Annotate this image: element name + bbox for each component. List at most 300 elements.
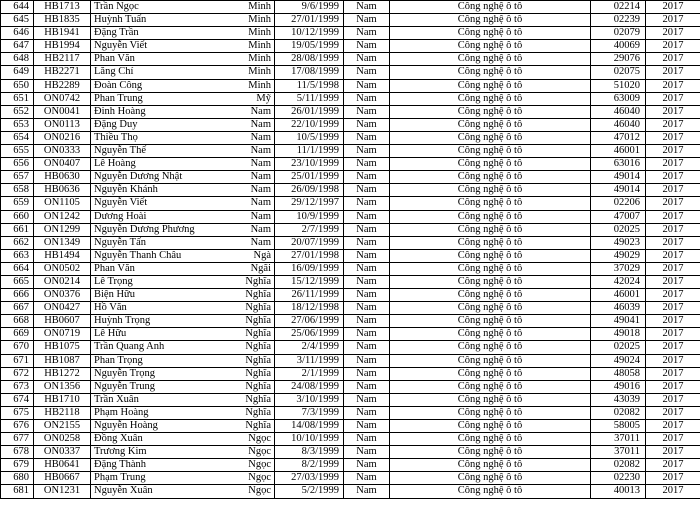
gender-cell: Nam <box>344 341 390 354</box>
given-name-cell: Nghĩa <box>216 367 275 380</box>
birth-date-cell: 23/10/1999 <box>275 158 344 171</box>
gender-cell: Nam <box>344 472 390 485</box>
year-cell: 2017 <box>646 53 700 66</box>
gender-cell: Nam <box>344 354 390 367</box>
student-code-cell: HB0641 <box>34 459 91 472</box>
exam-code-cell: 02230 <box>591 472 646 485</box>
year-cell: 2017 <box>646 79 700 92</box>
gender-cell: Nam <box>344 171 390 184</box>
student-code-cell: HB2117 <box>34 53 91 66</box>
birth-date-cell: 25/06/1999 <box>275 328 344 341</box>
table-row <box>1 1 700 14</box>
row-number-cell: 674 <box>1 393 34 406</box>
birth-date-cell: 10/5/1999 <box>275 131 344 144</box>
gender-cell: Nam <box>344 236 390 249</box>
major-cell: Công nghệ ô tô <box>390 249 591 262</box>
row-number-cell: 658 <box>1 184 34 197</box>
given-name-cell: Nghĩa <box>216 380 275 393</box>
row-number-cell: 669 <box>1 328 34 341</box>
gender-cell: Nam <box>344 393 390 406</box>
row-number-cell: 652 <box>1 105 34 118</box>
exam-code-cell: 49014 <box>591 184 646 197</box>
exam-code-cell: 02082 <box>591 459 646 472</box>
exam-code-cell: 49018 <box>591 328 646 341</box>
year-cell: 2017 <box>646 485 700 498</box>
row-number-cell: 672 <box>1 367 34 380</box>
row-number-cell: 677 <box>1 433 34 446</box>
table-row <box>1 406 700 419</box>
exam-code-cell: 47007 <box>591 210 646 223</box>
year-cell: 2017 <box>646 302 700 315</box>
table-row <box>1 302 700 315</box>
table-row <box>1 184 700 197</box>
student-code-cell: HB1075 <box>34 341 91 354</box>
major-cell: Công nghệ ô tô <box>390 302 591 315</box>
surname-cell: Lê Hữu <box>91 328 216 341</box>
given-name-cell: Nam <box>216 171 275 184</box>
surname-cell: Nguyễn Trung <box>91 380 216 393</box>
given-name-cell: Ngọc <box>216 433 275 446</box>
student-code-cell: ON1299 <box>34 223 91 236</box>
given-name-cell: Nghĩa <box>216 406 275 419</box>
surname-cell: Nguyễn Viết <box>91 40 216 53</box>
exam-code-cell: 46040 <box>591 105 646 118</box>
given-name-cell: Mỹ <box>216 92 275 105</box>
given-name-cell: Nam <box>216 131 275 144</box>
birth-date-cell: 14/08/1999 <box>275 420 344 433</box>
surname-cell: Nguyễn Thế <box>91 145 216 158</box>
gender-cell: Nam <box>344 53 390 66</box>
birth-date-cell: 27/01/1998 <box>275 249 344 262</box>
exam-code-cell: 46039 <box>591 302 646 315</box>
table-row <box>1 420 700 433</box>
birth-date-cell: 3/11/1999 <box>275 354 344 367</box>
student-code-cell: HB1941 <box>34 27 91 40</box>
gender-cell: Nam <box>344 302 390 315</box>
row-number-cell: 662 <box>1 236 34 249</box>
year-cell: 2017 <box>646 406 700 419</box>
gender-cell: Nam <box>344 328 390 341</box>
major-cell: Công nghệ ô tô <box>390 275 591 288</box>
year-cell: 2017 <box>646 145 700 158</box>
year-cell: 2017 <box>646 171 700 184</box>
gender-cell: Nam <box>344 105 390 118</box>
table-row <box>1 459 700 472</box>
surname-cell: Phan Trung <box>91 92 216 105</box>
student-code-cell: ON1242 <box>34 210 91 223</box>
year-cell: 2017 <box>646 1 700 14</box>
gender-cell: Nam <box>344 14 390 27</box>
birth-date-cell: 10/10/1999 <box>275 433 344 446</box>
given-name-cell: Minh <box>216 79 275 92</box>
table-row <box>1 380 700 393</box>
major-cell: Công nghệ ô tô <box>390 223 591 236</box>
given-name-cell: Minh <box>216 40 275 53</box>
surname-cell: Huỳnh Tuấn <box>91 14 216 27</box>
year-cell: 2017 <box>646 315 700 328</box>
row-number-cell: 659 <box>1 197 34 210</box>
surname-cell: Phan Văn <box>91 53 216 66</box>
major-cell: Công nghệ ô tô <box>390 197 591 210</box>
row-number-cell: 648 <box>1 53 34 66</box>
surname-cell: Phạm Trung <box>91 472 216 485</box>
table-row <box>1 275 700 288</box>
student-code-cell: ON1356 <box>34 380 91 393</box>
gender-cell: Nam <box>344 79 390 92</box>
gender-cell: Nam <box>344 380 390 393</box>
gender-cell: Nam <box>344 289 390 302</box>
row-number-cell: 653 <box>1 118 34 131</box>
exam-code-cell: 47012 <box>591 131 646 144</box>
gender-cell: Nam <box>344 40 390 53</box>
table-row <box>1 66 700 79</box>
gender-cell: Nam <box>344 118 390 131</box>
given-name-cell: Nghĩa <box>216 302 275 315</box>
exam-code-cell: 63016 <box>591 158 646 171</box>
student-code-cell: ON0258 <box>34 433 91 446</box>
major-cell: Công nghệ ô tô <box>390 53 591 66</box>
table-row <box>1 171 700 184</box>
major-cell: Công nghệ ô tô <box>390 472 591 485</box>
surname-cell: Trần Ngọc <box>91 1 216 14</box>
major-cell: Công nghệ ô tô <box>390 158 591 171</box>
year-cell: 2017 <box>646 210 700 223</box>
given-name-cell: Nam <box>216 223 275 236</box>
row-number-cell: 663 <box>1 249 34 262</box>
gender-cell: Nam <box>344 223 390 236</box>
birth-date-cell: 2/1/1999 <box>275 367 344 380</box>
table-row <box>1 433 700 446</box>
student-code-cell: ON0337 <box>34 446 91 459</box>
birth-date-cell: 11/1/1999 <box>275 145 344 158</box>
birth-date-cell: 16/09/1999 <box>275 262 344 275</box>
major-cell: Công nghệ ô tô <box>390 118 591 131</box>
birth-date-cell: 5/11/1999 <box>275 92 344 105</box>
gender-cell: Nam <box>344 184 390 197</box>
table-row <box>1 14 700 27</box>
given-name-cell: Nghĩa <box>216 341 275 354</box>
major-cell: Công nghệ ô tô <box>390 420 591 433</box>
gender-cell: Nam <box>344 131 390 144</box>
year-cell: 2017 <box>646 197 700 210</box>
surname-cell: Đồng Xuân <box>91 433 216 446</box>
table-row <box>1 249 700 262</box>
table-row <box>1 210 700 223</box>
surname-cell: Trương Kim <box>91 446 216 459</box>
exam-code-cell: 37011 <box>591 446 646 459</box>
year-cell: 2017 <box>646 289 700 302</box>
gender-cell: Nam <box>344 262 390 275</box>
student-code-cell: HB2271 <box>34 66 91 79</box>
row-number-cell: 678 <box>1 446 34 459</box>
birth-date-cell: 27/01/1999 <box>275 14 344 27</box>
row-number-cell: 671 <box>1 354 34 367</box>
surname-cell: Nguyễn Hoàng <box>91 420 216 433</box>
table-row <box>1 315 700 328</box>
year-cell: 2017 <box>646 118 700 131</box>
row-number-cell: 666 <box>1 289 34 302</box>
row-number-cell: 656 <box>1 158 34 171</box>
surname-cell: Nguyễn Xuân <box>91 485 216 498</box>
student-code-cell: ON0216 <box>34 131 91 144</box>
major-cell: Công nghệ ô tô <box>390 315 591 328</box>
year-cell: 2017 <box>646 328 700 341</box>
row-number-cell: 650 <box>1 79 34 92</box>
year-cell: 2017 <box>646 27 700 40</box>
year-cell: 2017 <box>646 249 700 262</box>
birth-date-cell: 26/09/1998 <box>275 184 344 197</box>
given-name-cell: Nghĩa <box>216 275 275 288</box>
major-cell: Công nghệ ô tô <box>390 262 591 275</box>
birth-date-cell: 2/4/1999 <box>275 341 344 354</box>
row-number-cell: 654 <box>1 131 34 144</box>
exam-code-cell: 02075 <box>591 66 646 79</box>
exam-code-cell: 29076 <box>591 53 646 66</box>
student-code-cell: HB1272 <box>34 367 91 380</box>
student-code-cell: HB1494 <box>34 249 91 262</box>
row-number-cell: 646 <box>1 27 34 40</box>
surname-cell: Nguyễn Dương Phương <box>91 223 216 236</box>
surname-cell: Nguyễn Trọng <box>91 367 216 380</box>
exam-code-cell: 46001 <box>591 289 646 302</box>
table-row <box>1 472 700 485</box>
year-cell: 2017 <box>646 131 700 144</box>
surname-cell: Phạm Hoàng <box>91 406 216 419</box>
gender-cell: Nam <box>344 420 390 433</box>
row-number-cell: 657 <box>1 171 34 184</box>
major-cell: Công nghệ ô tô <box>390 459 591 472</box>
given-name-cell: Minh <box>216 14 275 27</box>
student-code-cell: ON1231 <box>34 485 91 498</box>
year-cell: 2017 <box>646 275 700 288</box>
given-name-cell: Nam <box>216 158 275 171</box>
student-code-cell: ON0041 <box>34 105 91 118</box>
birth-date-cell: 27/03/1999 <box>275 472 344 485</box>
given-name-cell: Minh <box>216 66 275 79</box>
exam-code-cell: 42024 <box>591 275 646 288</box>
table-row <box>1 145 700 158</box>
major-cell: Công nghệ ô tô <box>390 210 591 223</box>
major-cell: Công nghệ ô tô <box>390 1 591 14</box>
gender-cell: Nam <box>344 446 390 459</box>
table-row <box>1 367 700 380</box>
table-row <box>1 341 700 354</box>
given-name-cell: Nghĩa <box>216 328 275 341</box>
year-cell: 2017 <box>646 40 700 53</box>
table-row <box>1 131 700 144</box>
major-cell: Công nghệ ô tô <box>390 27 591 40</box>
major-cell: Công nghệ ô tô <box>390 79 591 92</box>
given-name-cell: Minh <box>216 53 275 66</box>
given-name-cell: Nam <box>216 118 275 131</box>
student-code-cell: ON0333 <box>34 145 91 158</box>
major-cell: Công nghệ ô tô <box>390 131 591 144</box>
major-cell: Công nghệ ô tô <box>390 485 591 498</box>
gender-cell: Nam <box>344 158 390 171</box>
year-cell: 2017 <box>646 66 700 79</box>
gender-cell: Nam <box>344 249 390 262</box>
surname-cell: Đặng Duy <box>91 118 216 131</box>
given-name-cell: Nam <box>216 197 275 210</box>
table-row <box>1 105 700 118</box>
table-row <box>1 79 700 92</box>
table-row <box>1 485 700 498</box>
exam-code-cell: 02025 <box>591 223 646 236</box>
major-cell: Công nghệ ô tô <box>390 328 591 341</box>
given-name-cell: Minh <box>216 27 275 40</box>
surname-cell: Nguyễn Khánh <box>91 184 216 197</box>
row-number-cell: 675 <box>1 406 34 419</box>
gender-cell: Nam <box>344 27 390 40</box>
row-number-cell: 668 <box>1 315 34 328</box>
gender-cell: Nam <box>344 459 390 472</box>
table-row <box>1 27 700 40</box>
gender-cell: Nam <box>344 145 390 158</box>
year-cell: 2017 <box>646 223 700 236</box>
gender-cell: Nam <box>344 433 390 446</box>
gender-cell: Nam <box>344 315 390 328</box>
surname-cell: Nguyễn Tấn <box>91 236 216 249</box>
exam-code-cell: 40013 <box>591 485 646 498</box>
given-name-cell: Minh <box>216 1 275 14</box>
table-row <box>1 40 700 53</box>
given-name-cell: Nam <box>216 184 275 197</box>
year-cell: 2017 <box>646 446 700 459</box>
exam-code-cell: 49023 <box>591 236 646 249</box>
birth-date-cell: 22/10/1999 <box>275 118 344 131</box>
birth-date-cell: 24/08/1999 <box>275 380 344 393</box>
given-name-cell: Ngọc <box>216 485 275 498</box>
student-code-cell: ON1105 <box>34 197 91 210</box>
birth-date-cell: 10/12/1999 <box>275 27 344 40</box>
student-code-cell: ON0214 <box>34 275 91 288</box>
year-cell: 2017 <box>646 459 700 472</box>
gender-cell: Nam <box>344 485 390 498</box>
table-row <box>1 289 700 302</box>
given-name-cell: Nghĩa <box>216 420 275 433</box>
birth-date-cell: 25/01/1999 <box>275 171 344 184</box>
year-cell: 2017 <box>646 92 700 105</box>
row-number-cell: 673 <box>1 380 34 393</box>
exam-code-cell: 43039 <box>591 393 646 406</box>
given-name-cell: Nghĩa <box>216 315 275 328</box>
exam-code-cell: 37011 <box>591 433 646 446</box>
major-cell: Công nghệ ô tô <box>390 367 591 380</box>
surname-cell: Phan Văn <box>91 262 216 275</box>
major-cell: Công nghệ ô tô <box>390 66 591 79</box>
year-cell: 2017 <box>646 236 700 249</box>
given-name-cell: Ngãi <box>216 262 275 275</box>
major-cell: Công nghệ ô tô <box>390 393 591 406</box>
year-cell: 2017 <box>646 158 700 171</box>
exam-code-cell: 02082 <box>591 406 646 419</box>
given-name-cell: Ngọc <box>216 472 275 485</box>
year-cell: 2017 <box>646 341 700 354</box>
table-row <box>1 53 700 66</box>
birth-date-cell: 27/06/1999 <box>275 315 344 328</box>
major-cell: Công nghệ ô tô <box>390 433 591 446</box>
surname-cell: Đặng Trần <box>91 27 216 40</box>
table-row <box>1 328 700 341</box>
row-number-cell: 651 <box>1 92 34 105</box>
row-number-cell: 664 <box>1 262 34 275</box>
student-code-cell: HB1994 <box>34 40 91 53</box>
birth-date-cell: 20/07/1999 <box>275 236 344 249</box>
row-number-cell: 681 <box>1 485 34 498</box>
major-cell: Công nghệ ô tô <box>390 40 591 53</box>
major-cell: Công nghệ ô tô <box>390 92 591 105</box>
year-cell: 2017 <box>646 367 700 380</box>
student-code-cell: HB2289 <box>34 79 91 92</box>
major-cell: Công nghệ ô tô <box>390 289 591 302</box>
birth-date-cell: 9/6/1999 <box>275 1 344 14</box>
student-code-cell: HB1835 <box>34 14 91 27</box>
year-cell: 2017 <box>646 14 700 27</box>
surname-cell: Lê Hoàng <box>91 158 216 171</box>
table-row <box>1 197 700 210</box>
major-cell: Công nghệ ô tô <box>390 184 591 197</box>
birth-date-cell: 15/12/1999 <box>275 275 344 288</box>
table-row <box>1 393 700 406</box>
exam-code-cell: 37029 <box>591 262 646 275</box>
exam-code-cell: 46001 <box>591 145 646 158</box>
surname-cell: Thiều Thọ <box>91 131 216 144</box>
student-code-cell: HB1087 <box>34 354 91 367</box>
row-number-cell: 660 <box>1 210 34 223</box>
given-name-cell: Nghĩa <box>216 289 275 302</box>
row-number-cell: 665 <box>1 275 34 288</box>
year-cell: 2017 <box>646 433 700 446</box>
birth-date-cell: 18/12/1998 <box>275 302 344 315</box>
given-name-cell: Nam <box>216 105 275 118</box>
exam-code-cell: 02206 <box>591 197 646 210</box>
year-cell: 2017 <box>646 472 700 485</box>
birth-date-cell: 11/5/1998 <box>275 79 344 92</box>
table-row <box>1 354 700 367</box>
exam-code-cell: 49016 <box>591 380 646 393</box>
table-row <box>1 236 700 249</box>
surname-cell: Nguyễn Thanh Châu <box>91 249 216 262</box>
row-number-cell: 667 <box>1 302 34 315</box>
student-code-cell: HB0636 <box>34 184 91 197</box>
exam-code-cell: 49014 <box>591 171 646 184</box>
row-number-cell: 649 <box>1 66 34 79</box>
birth-date-cell: 3/10/1999 <box>275 393 344 406</box>
row-number-cell: 645 <box>1 14 34 27</box>
student-code-cell: HB0607 <box>34 315 91 328</box>
gender-cell: Nam <box>344 210 390 223</box>
row-number-cell: 661 <box>1 223 34 236</box>
row-number-cell: 680 <box>1 472 34 485</box>
exam-code-cell: 63009 <box>591 92 646 105</box>
given-name-cell: Ngà <box>216 249 275 262</box>
year-cell: 2017 <box>646 420 700 433</box>
year-cell: 2017 <box>646 354 700 367</box>
student-code-cell: HB0630 <box>34 171 91 184</box>
surname-cell: Hồ Văn <box>91 302 216 315</box>
surname-cell: Trần Xuân <box>91 393 216 406</box>
gender-cell: Nam <box>344 275 390 288</box>
surname-cell: Phan Trọng <box>91 354 216 367</box>
student-code-cell: ON0742 <box>34 92 91 105</box>
exam-code-cell: 49024 <box>591 354 646 367</box>
birth-date-cell: 7/3/1999 <box>275 406 344 419</box>
surname-cell: Lê Trọng <box>91 275 216 288</box>
exam-code-cell: 51020 <box>591 79 646 92</box>
gender-cell: Nam <box>344 66 390 79</box>
major-cell: Công nghệ ô tô <box>390 354 591 367</box>
major-cell: Công nghệ ô tô <box>390 236 591 249</box>
